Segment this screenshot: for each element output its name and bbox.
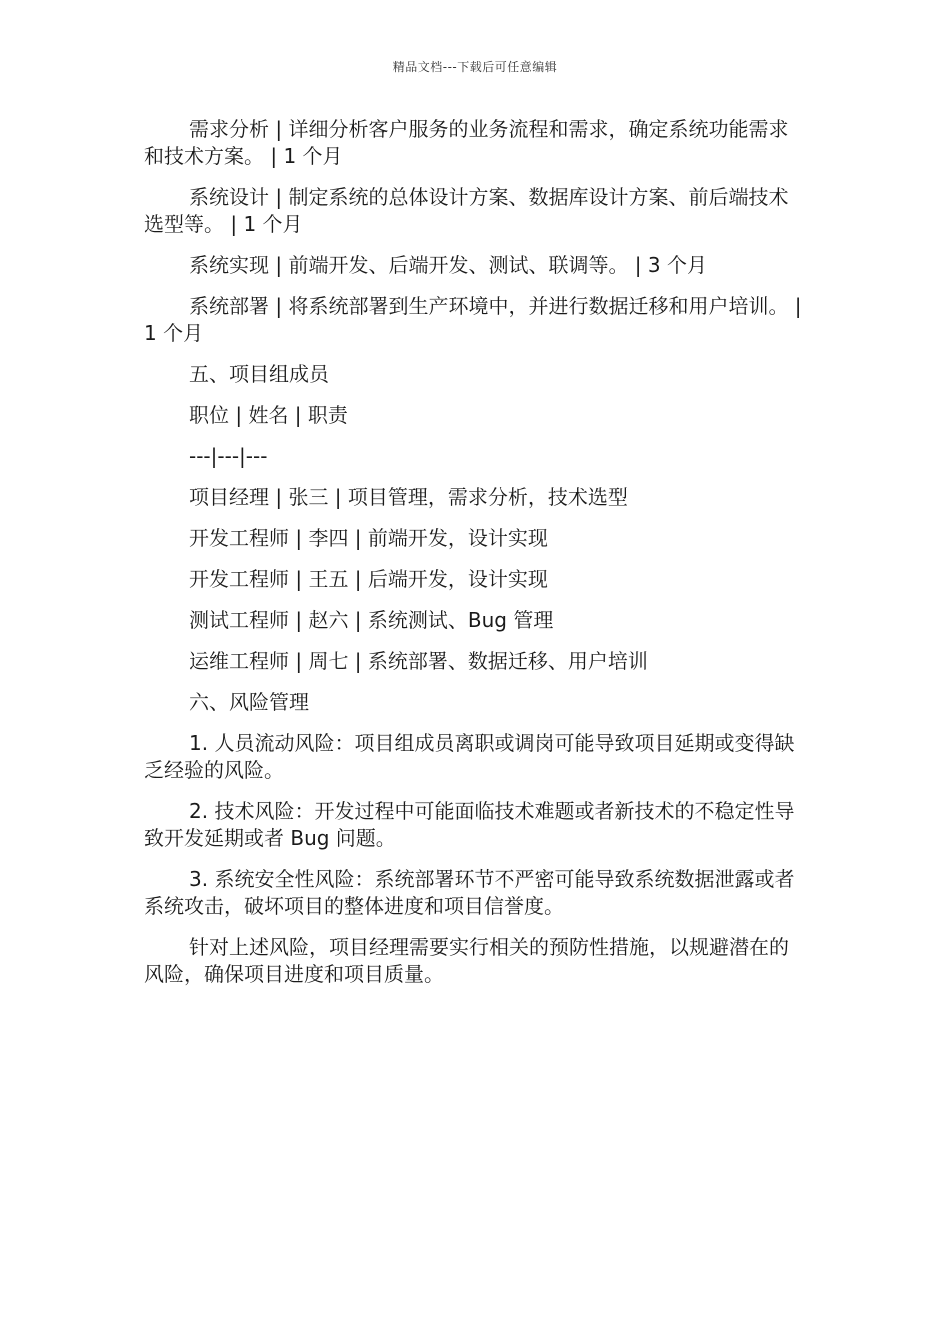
team-row-frontend-dev: 开发工程师 | 李四 | 前端开发，设计实现: [189, 526, 548, 550]
team-table-header: 职位 | 姓名 | 职责: [189, 403, 348, 427]
risk-item-personnel: 1. 人员流动风险：项目组成员离职或调岗可能导致项目延期或变得缺乏经验的风险。: [144, 731, 795, 782]
team-table-separator: ---|---|---: [189, 444, 268, 468]
page-header: 精品文档---下载后可任意编辑: [392, 60, 558, 74]
document-body: [144, 116, 804, 1002]
risk-conclusion: 针对上述风险，项目经理需要实行相关的预防性措施，以规避潜在的风险，确保项目进度和项目质量。: [144, 935, 789, 986]
team-row-project-manager: 项目经理 | 张三 | 项目管理，需求分析，技术选型: [189, 485, 628, 509]
team-row-ops-engineer: 运维工程师 | 周七 | 系统部署、数据迁移、用户培训: [189, 649, 648, 673]
team-row-test-engineer: 测试工程师 | 赵六 | 系统测试、Bug 管理: [189, 608, 554, 632]
phase-row-deployment: 系统部署 | 将系统部署到生产环境中，并进行数据迁移和用户培训。 | 1 个月: [144, 294, 802, 345]
team-row-backend-dev: 开发工程师 | 王五 | 后端开发，设计实现: [189, 567, 548, 591]
phase-row-implementation: 系统实现 | 前端开发、后端开发、测试、联调等。 | 3 个月: [189, 253, 707, 277]
risk-item-security: 3. 系统安全性风险：系统部署环节不严密可能导致系统数据泄露或者系统攻击，破坏项目的整体进度和项目信誉度。: [144, 867, 795, 918]
section-heading-risk: 六、风险管理: [189, 690, 309, 714]
section-heading-team: 五、项目组成员: [189, 362, 329, 386]
phase-row-design: 系统设计 | 制定系统的总体设计方案、数据库设计方案、前后端技术选型等。 | 1 个月: [144, 185, 789, 236]
phase-row-requirements: 需求分析 | 详细分析客户服务的业务流程和需求，确定系统功能需求和技术方案。 | 1 个月: [144, 117, 789, 168]
risk-item-technical: 2. 技术风险：开发过程中可能面临技术难题或者新技术的不稳定性导致开发延期或者 Bug 问题。: [144, 799, 795, 850]
